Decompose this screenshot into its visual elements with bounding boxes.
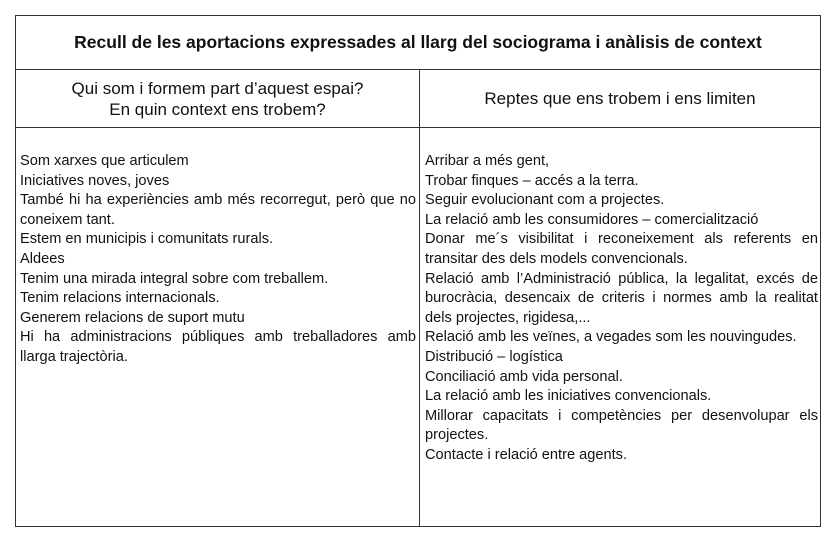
body-row [16, 128, 820, 526]
list-item: Aldees [20, 250, 65, 267]
list-item: Tenim relacions internacionals. [20, 290, 220, 307]
list-item: Distribució – logística [425, 348, 563, 365]
list-item: Conciliació amb vida personal. [425, 368, 623, 385]
table-title: Recull de les aportacions expressades al llarg del sociograma i anàlisis de context [16, 16, 820, 70]
list-item: Relació amb l’Administració pública, la legalitat, excés de burocràcia, desencaix de criteris i normes amb la realitat dels projectes, rigidesa,... [425, 270, 818, 326]
challenges-list [420, 128, 820, 526]
list-item: Tenim una mirada integral sobre com treballem. [20, 270, 329, 287]
list-item: Millorar capacitats i competències per desenvolupar els projectes. [425, 407, 818, 444]
list-item: La relació amb les iniciatives convencionals. [425, 388, 712, 405]
header-right-text: Reptes que ens trobem i ens limiten [484, 89, 756, 108]
header-left-line-2: En quin context ens trobem? [109, 99, 326, 119]
list-item: Arribar a més gent, [425, 153, 550, 169]
list-item: Generem relacions de suport mutu [20, 309, 245, 326]
list-item: Contacte i relació entre agents. [425, 446, 627, 463]
list-item: Relació amb les veïnes, a vegades som les nouvingudes. [425, 329, 797, 346]
header-who-we-are [16, 70, 420, 127]
who-we-are-list [16, 128, 420, 526]
list-item: Iniciatives noves, joves [20, 172, 170, 189]
header-challenges [420, 70, 820, 127]
header-row [16, 70, 820, 128]
list-item: També hi ha experiències amb més recorregut, però que no coneixem tant. [20, 192, 416, 228]
list-item: Trobar finques – accés a la terra. [425, 172, 639, 189]
list-item: Hi ha administracions públiques amb treballadores amb llarga trajectòria. [20, 329, 416, 365]
list-item: La relació amb les consumidores – comercialització [425, 211, 759, 228]
list-item: Donar me´s visibilitat i reconeixement als referents en transitar des dels models convencionals. [425, 231, 818, 267]
header-left-line-1: Qui som i formem part d’aquest espai? [71, 78, 364, 98]
list-item: Estem en municipis i comunitats rurals. [20, 231, 274, 248]
list-item: Seguir evolucionant com a projectes. [425, 192, 665, 209]
list-item: Som xarxes que articulem [20, 153, 189, 169]
contributions-table [15, 15, 821, 527]
